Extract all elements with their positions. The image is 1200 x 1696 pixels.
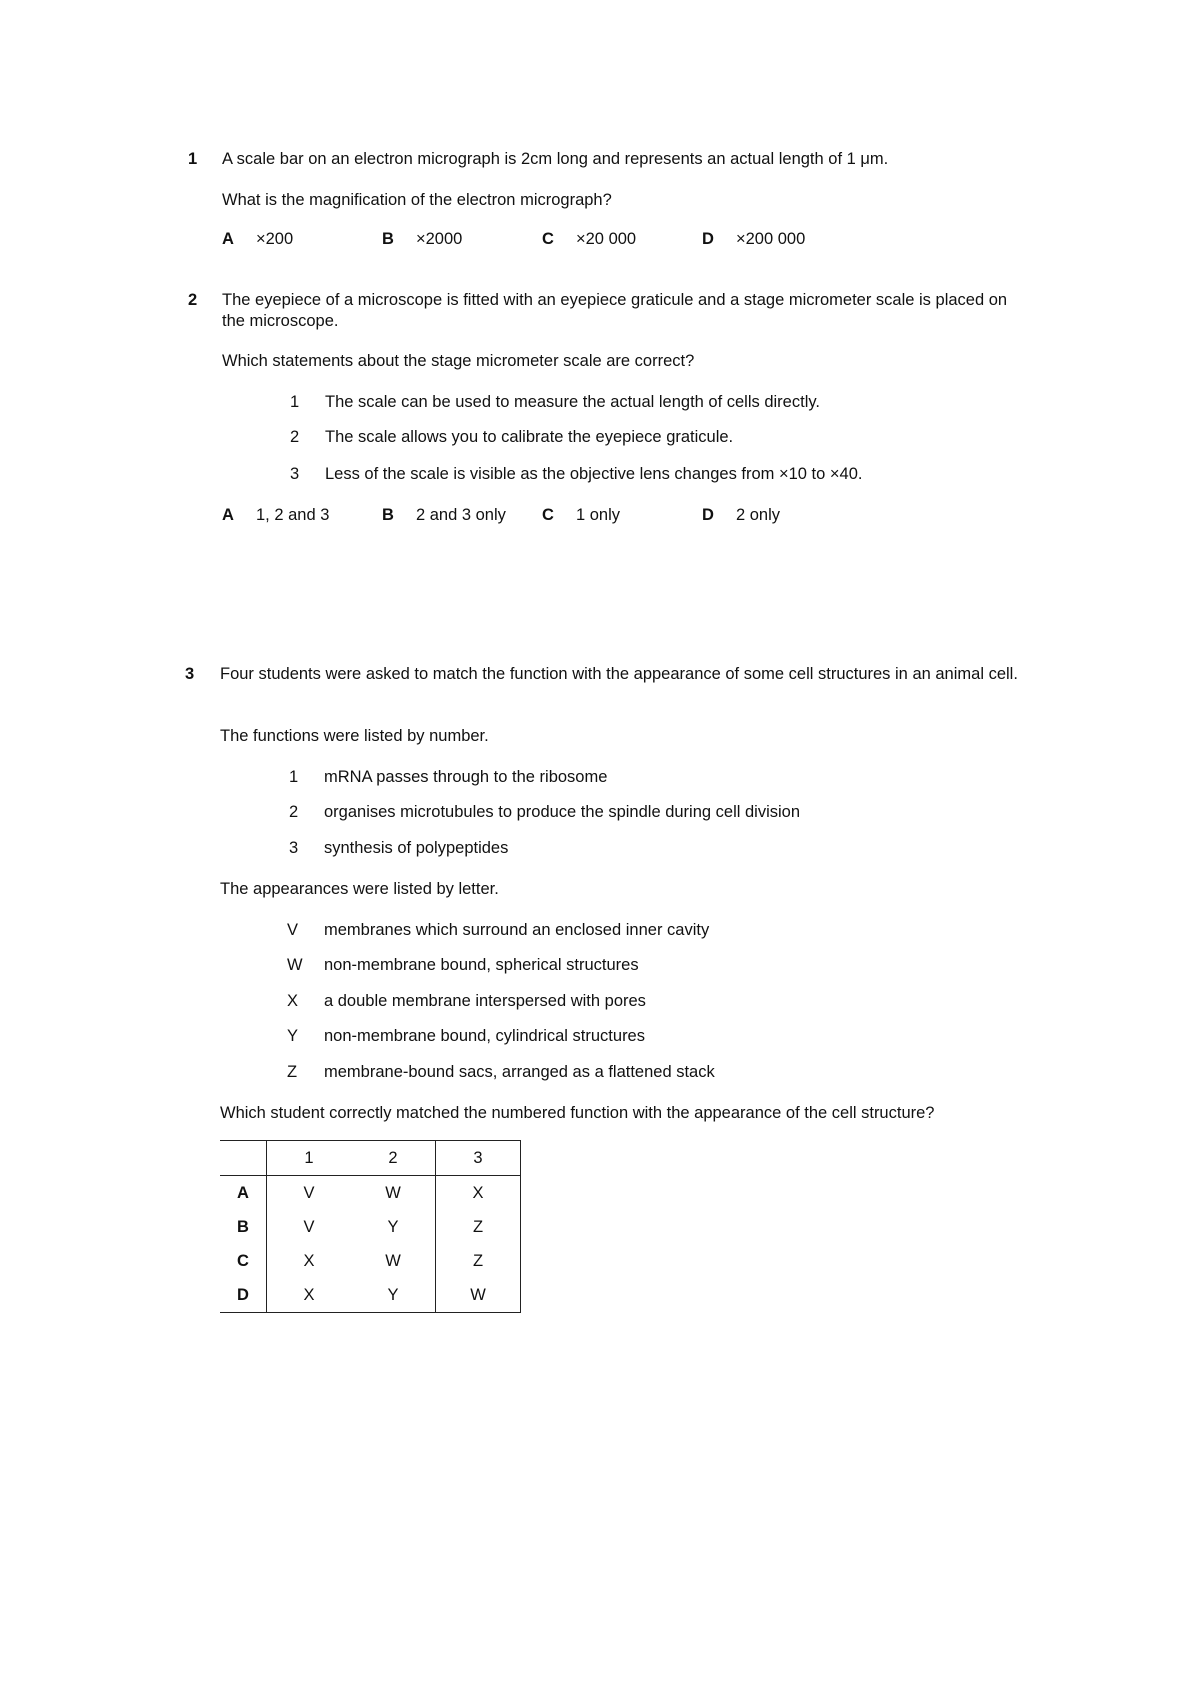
table-cell: X [436,1176,521,1211]
question-prompt: Which statements about the stage micrometer scale are correct? [222,352,695,370]
question-text: Four students were asked to match the function with the appearance of some cell structures in an animal cell. [220,665,1018,683]
function-text: synthesis of polypeptides [324,839,509,857]
question-text: A scale bar on an electron micrograph is 2cm long and represents an actual length of 1 μm. [222,150,889,168]
question-number: 1 [188,150,198,168]
function-number: 2 [289,803,299,821]
table-header-cell [220,1141,267,1176]
table-row [220,1210,521,1244]
option-value: ×2000 [416,230,463,248]
appearance-letter: W [287,956,303,974]
question-prompt: Which student correctly matched the numbered function with the appearance of the cell structure? [220,1104,935,1122]
question-prompt: What is the magnification of the electron micrograph? [222,191,612,209]
table-cell: Z [436,1210,521,1244]
table-row [220,1278,521,1313]
answer-table [220,1140,521,1313]
appearance-letter: Z [287,1063,298,1081]
appearance-text: membranes which surround an enclosed inner cavity [324,921,710,939]
table-cell: X [267,1278,352,1313]
option-letter: C [542,506,554,524]
function-number: 3 [289,839,299,857]
option-value: 2 and 3 only [416,506,506,524]
appearance-letter: V [287,921,299,939]
statement-text: The scale allows you to calibrate the eyepiece graticule. [325,428,734,446]
statement-number: 1 [290,393,300,411]
statement-text: The scale can be used to measure the actual length of cells directly. [325,393,820,411]
statement-number: 3 [290,465,300,483]
appearance-text: a double membrane interspersed with pores [324,992,646,1010]
table-cell: V [303,1183,315,1202]
function-text: organises microtubules to produce the spindle during cell division [324,803,801,821]
statement-text: Less of the scale is visible as the objective lens changes from ×10 to ×40. [325,465,863,483]
table-header-cell: 2 [351,1141,436,1176]
appearance-text: non-membrane bound, cylindrical structures [324,1027,645,1045]
table-cell: W [351,1244,436,1278]
option-value: 1 only [576,506,621,524]
appearance-letter: X [287,992,299,1010]
table-cell: W [351,1176,436,1211]
appearances-intro: The appearances were listed by letter. [220,880,499,898]
table-header-cell: 3 [436,1141,521,1176]
table-cell: X [303,1251,315,1270]
option-value: ×200 [256,230,294,248]
question-number: 3 [185,665,195,683]
table-header-row [220,1141,521,1176]
option-letter: B [382,506,394,524]
option-value: ×200 000 [736,230,806,248]
option-letter: B [382,230,394,248]
question-text: The eyepiece of a microscope is fitted with an eyepiece graticule and a stage micrometer scale is placed on the microscope. [222,291,1008,330]
table-cell: V [303,1217,315,1236]
table-row [220,1244,521,1278]
appearance-text: membrane-bound sacs, arranged as a flattened stack [324,1063,715,1081]
row-label: B [220,1210,267,1244]
option-letter: D [702,230,714,248]
option-value: 1, 2 and 3 [256,506,330,524]
option-letter: D [702,506,714,524]
table-cell: Y [351,1210,436,1244]
option-value: ×20 000 [576,230,637,248]
table-row [220,1176,521,1211]
table-cell: Y [351,1278,436,1313]
question-number: 2 [188,291,198,309]
option-letter: C [542,230,554,248]
appearance-text: non-membrane bound, spherical structures [324,956,639,974]
table-cell: Z [436,1244,521,1278]
table-cell: W [436,1278,521,1313]
row-label: A [220,1176,267,1211]
option-value: 2 only [736,506,781,524]
function-text: mRNA passes through to the ribosome [324,768,608,786]
appearance-letter: Y [287,1027,299,1045]
statement-number: 2 [290,428,300,446]
row-label: D [220,1278,267,1313]
row-label: C [220,1244,267,1278]
table-header-cell: 1 [267,1141,352,1176]
functions-intro: The functions were listed by number. [220,727,489,745]
option-letter: A [222,230,234,248]
option-letter: A [222,506,234,524]
function-number: 1 [289,768,299,786]
